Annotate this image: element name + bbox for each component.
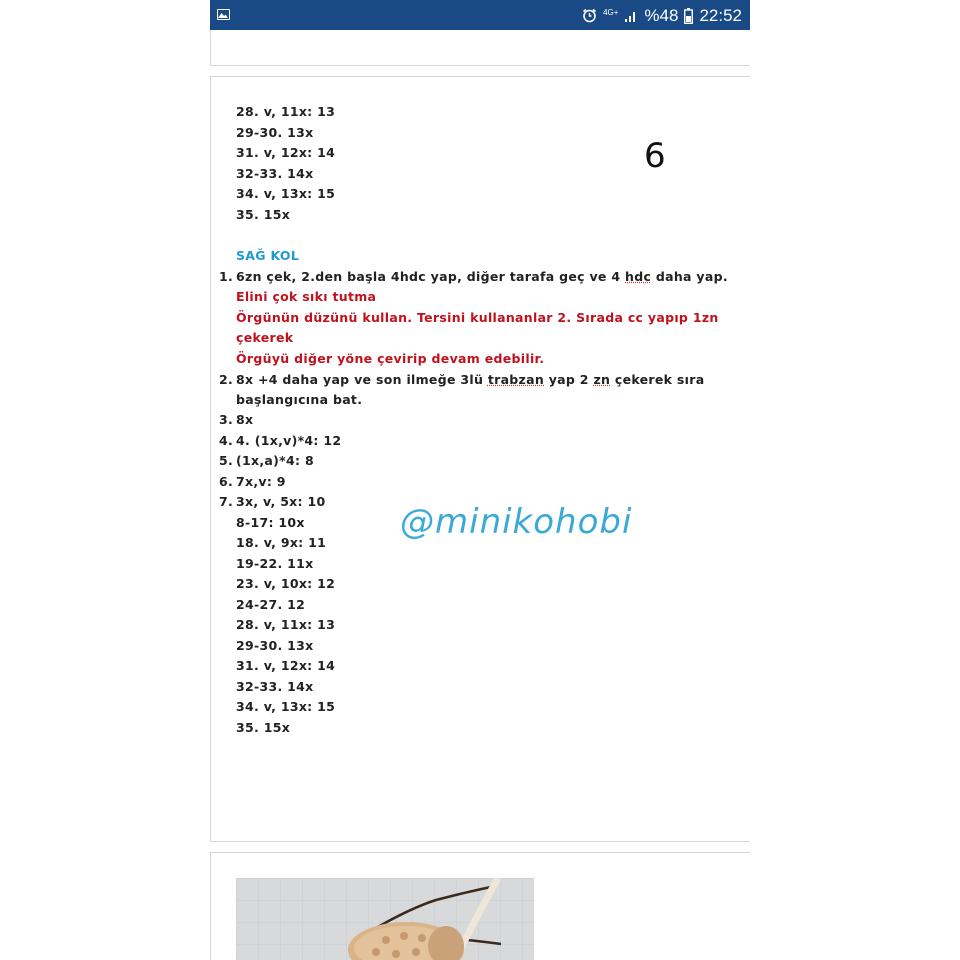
row: 24-27. 12 [236, 597, 306, 612]
row: 28. v, 11x: 13 [236, 104, 336, 119]
row: 18. v, 9x: 11 [236, 535, 327, 550]
row: 35. 15x [236, 207, 291, 222]
step-number: 4. [219, 433, 234, 448]
network-type: 4G+ [603, 7, 619, 17]
row: 8-17: 10x [236, 515, 305, 530]
battery-level: %48 [644, 5, 679, 25]
note: Örgüyü diğer yöne çevirip devam edebilir. [236, 351, 545, 366]
step-1: 6zn çek, 2.den başla 4hdc yap, diğer tarafa geç ve 4 hdc daha yap. [236, 269, 728, 284]
row: 29-30. 13x [236, 125, 314, 140]
signal-icon [624, 9, 638, 23]
step-number: 7. [219, 494, 234, 509]
watermark: @minikohobi [400, 502, 633, 542]
step-number: 2. [219, 372, 234, 387]
status-bar [210, 0, 750, 31]
row: 32-33. 14x [236, 166, 314, 181]
row: 28. v, 11x: 13 [236, 617, 336, 632]
alarm-icon [582, 8, 597, 23]
step-4: 4. (1x,v)*4: 12 [236, 433, 342, 448]
previous-page [210, 30, 750, 66]
step-2-continued: başlangıcına bat. [236, 392, 363, 407]
row: 29-30. 13x [236, 638, 314, 653]
note: Örgünün düzünü kullan. Tersini kullananlar 2. Sırada cc yapıp 1zn [236, 310, 719, 325]
row: 31. v, 12x: 14 [236, 658, 336, 673]
step-5: (1x,a)*4: 8 [236, 453, 314, 468]
clock: 22:52 [699, 5, 742, 25]
crochet-photo [236, 878, 534, 960]
row: 23. v, 10x: 12 [236, 576, 336, 591]
step-2: 8x +4 daha yap ve son ilmeğe 3lü trabzan yap 2 zn çekerek sıra [236, 372, 705, 387]
section-title: SAĞ KOL [236, 248, 300, 263]
row: 34. v, 13x: 15 [236, 186, 336, 201]
row: 32-33. 14x [236, 679, 314, 694]
battery-icon [684, 8, 693, 24]
row: 31. v, 12x: 14 [236, 145, 336, 160]
gallery-icon [217, 9, 230, 20]
step-number: 3. [219, 412, 234, 427]
page-number: 6 [644, 136, 666, 176]
step-number: 6. [219, 474, 234, 489]
row: 35. 15x [236, 720, 291, 735]
step-number: 1. [219, 269, 234, 284]
note: çekerek [236, 330, 294, 345]
step-7: 3x, v, 5x: 10 [236, 494, 326, 509]
note: Elini çok sıkı tutma [236, 289, 377, 304]
row: 19-22. 11x [236, 556, 314, 571]
step-6: 7x,v: 9 [236, 474, 286, 489]
row: 34. v, 13x: 15 [236, 699, 336, 714]
step-3: 8x [236, 412, 254, 427]
step-number: 5. [219, 453, 234, 468]
